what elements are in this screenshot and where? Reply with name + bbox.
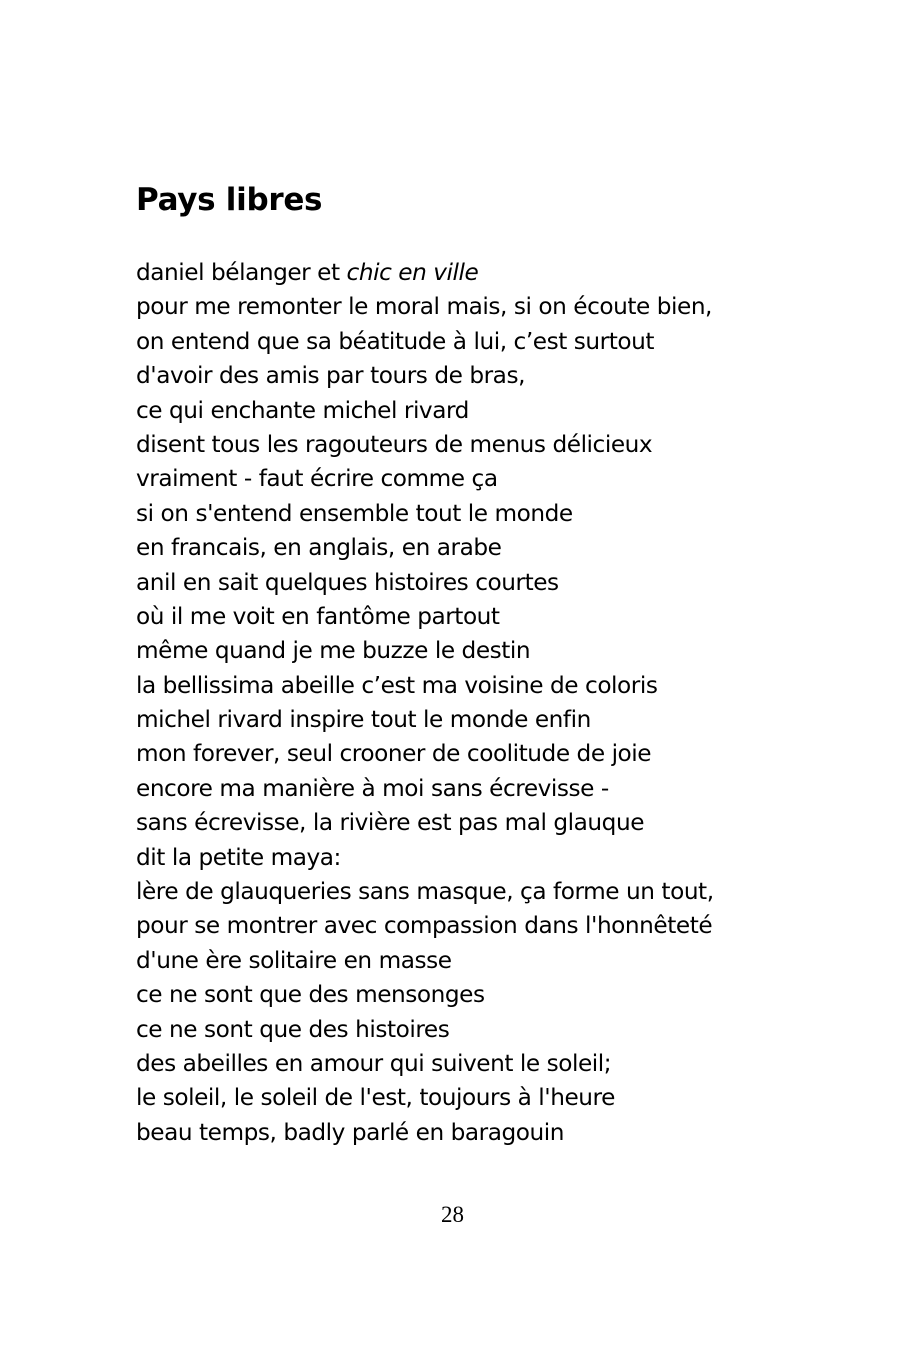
poem-line bbox=[136, 256, 836, 290]
poem-line: beau temps, badly parlé en baragouin bbox=[136, 1118, 565, 1146]
poem-line: lère de glauqueries sans masque, ça forme un tout, bbox=[136, 878, 714, 906]
poem-body bbox=[136, 256, 836, 1150]
poem-title: Pays libres bbox=[136, 182, 323, 218]
poem-line: on entend que sa béatitude à lui, c’est surtout bbox=[136, 327, 654, 355]
poem-line: le soleil, le soleil de l'est, toujours à l'heure bbox=[136, 1084, 615, 1112]
poem-line: pour se montrer avec compassion dans l'honnêteté bbox=[136, 912, 713, 940]
poem-line: sans écrevisse, la rivière est pas mal glauque bbox=[136, 809, 645, 837]
poem-line: en francais, en anglais, en arabe bbox=[136, 534, 502, 562]
page-number: 28 bbox=[441, 1202, 464, 1227]
poem-line: michel rivard inspire tout le monde enfin bbox=[136, 706, 591, 734]
poem-line: des abeilles en amour qui suivent le soleil; bbox=[136, 1049, 612, 1077]
poem-line: anil en sait quelques histoires courtes bbox=[136, 568, 559, 596]
poem-line-text: daniel bélanger et bbox=[136, 259, 347, 286]
poem-line: vraiment - faut écrire comme ça bbox=[136, 465, 498, 493]
poem-line: dit la petite maya: bbox=[136, 843, 341, 871]
poem-line: la bellissima abeille c’est ma voisine de coloris bbox=[136, 671, 658, 699]
poem-line: mon forever, seul crooner de coolitude de joie bbox=[136, 740, 652, 768]
poem-line: ce qui enchante michel rivard bbox=[136, 396, 469, 424]
poem-line: disent tous les ragouteurs de menus délicieux bbox=[136, 430, 653, 458]
poem-line: encore ma manière à moi sans écrevisse - bbox=[136, 774, 609, 802]
poem-line: pour me remonter le moral mais, si on écoute bien, bbox=[136, 293, 712, 321]
poem-line: ce ne sont que des mensonges bbox=[136, 981, 485, 1009]
poem-line: si on s'entend ensemble tout le monde bbox=[136, 499, 573, 527]
poem-line: d'une ère solitaire en masse bbox=[136, 946, 452, 974]
poem-line: où il me voit en fantôme partout bbox=[136, 602, 500, 630]
poem-line: d'avoir des amis par tours de bras, bbox=[136, 362, 525, 390]
poem-line: ce ne sont que des histoires bbox=[136, 1015, 450, 1043]
poem-line: même quand je me buzze le destin bbox=[136, 637, 531, 665]
poem-line-italic-text: chic en ville bbox=[346, 259, 479, 286]
